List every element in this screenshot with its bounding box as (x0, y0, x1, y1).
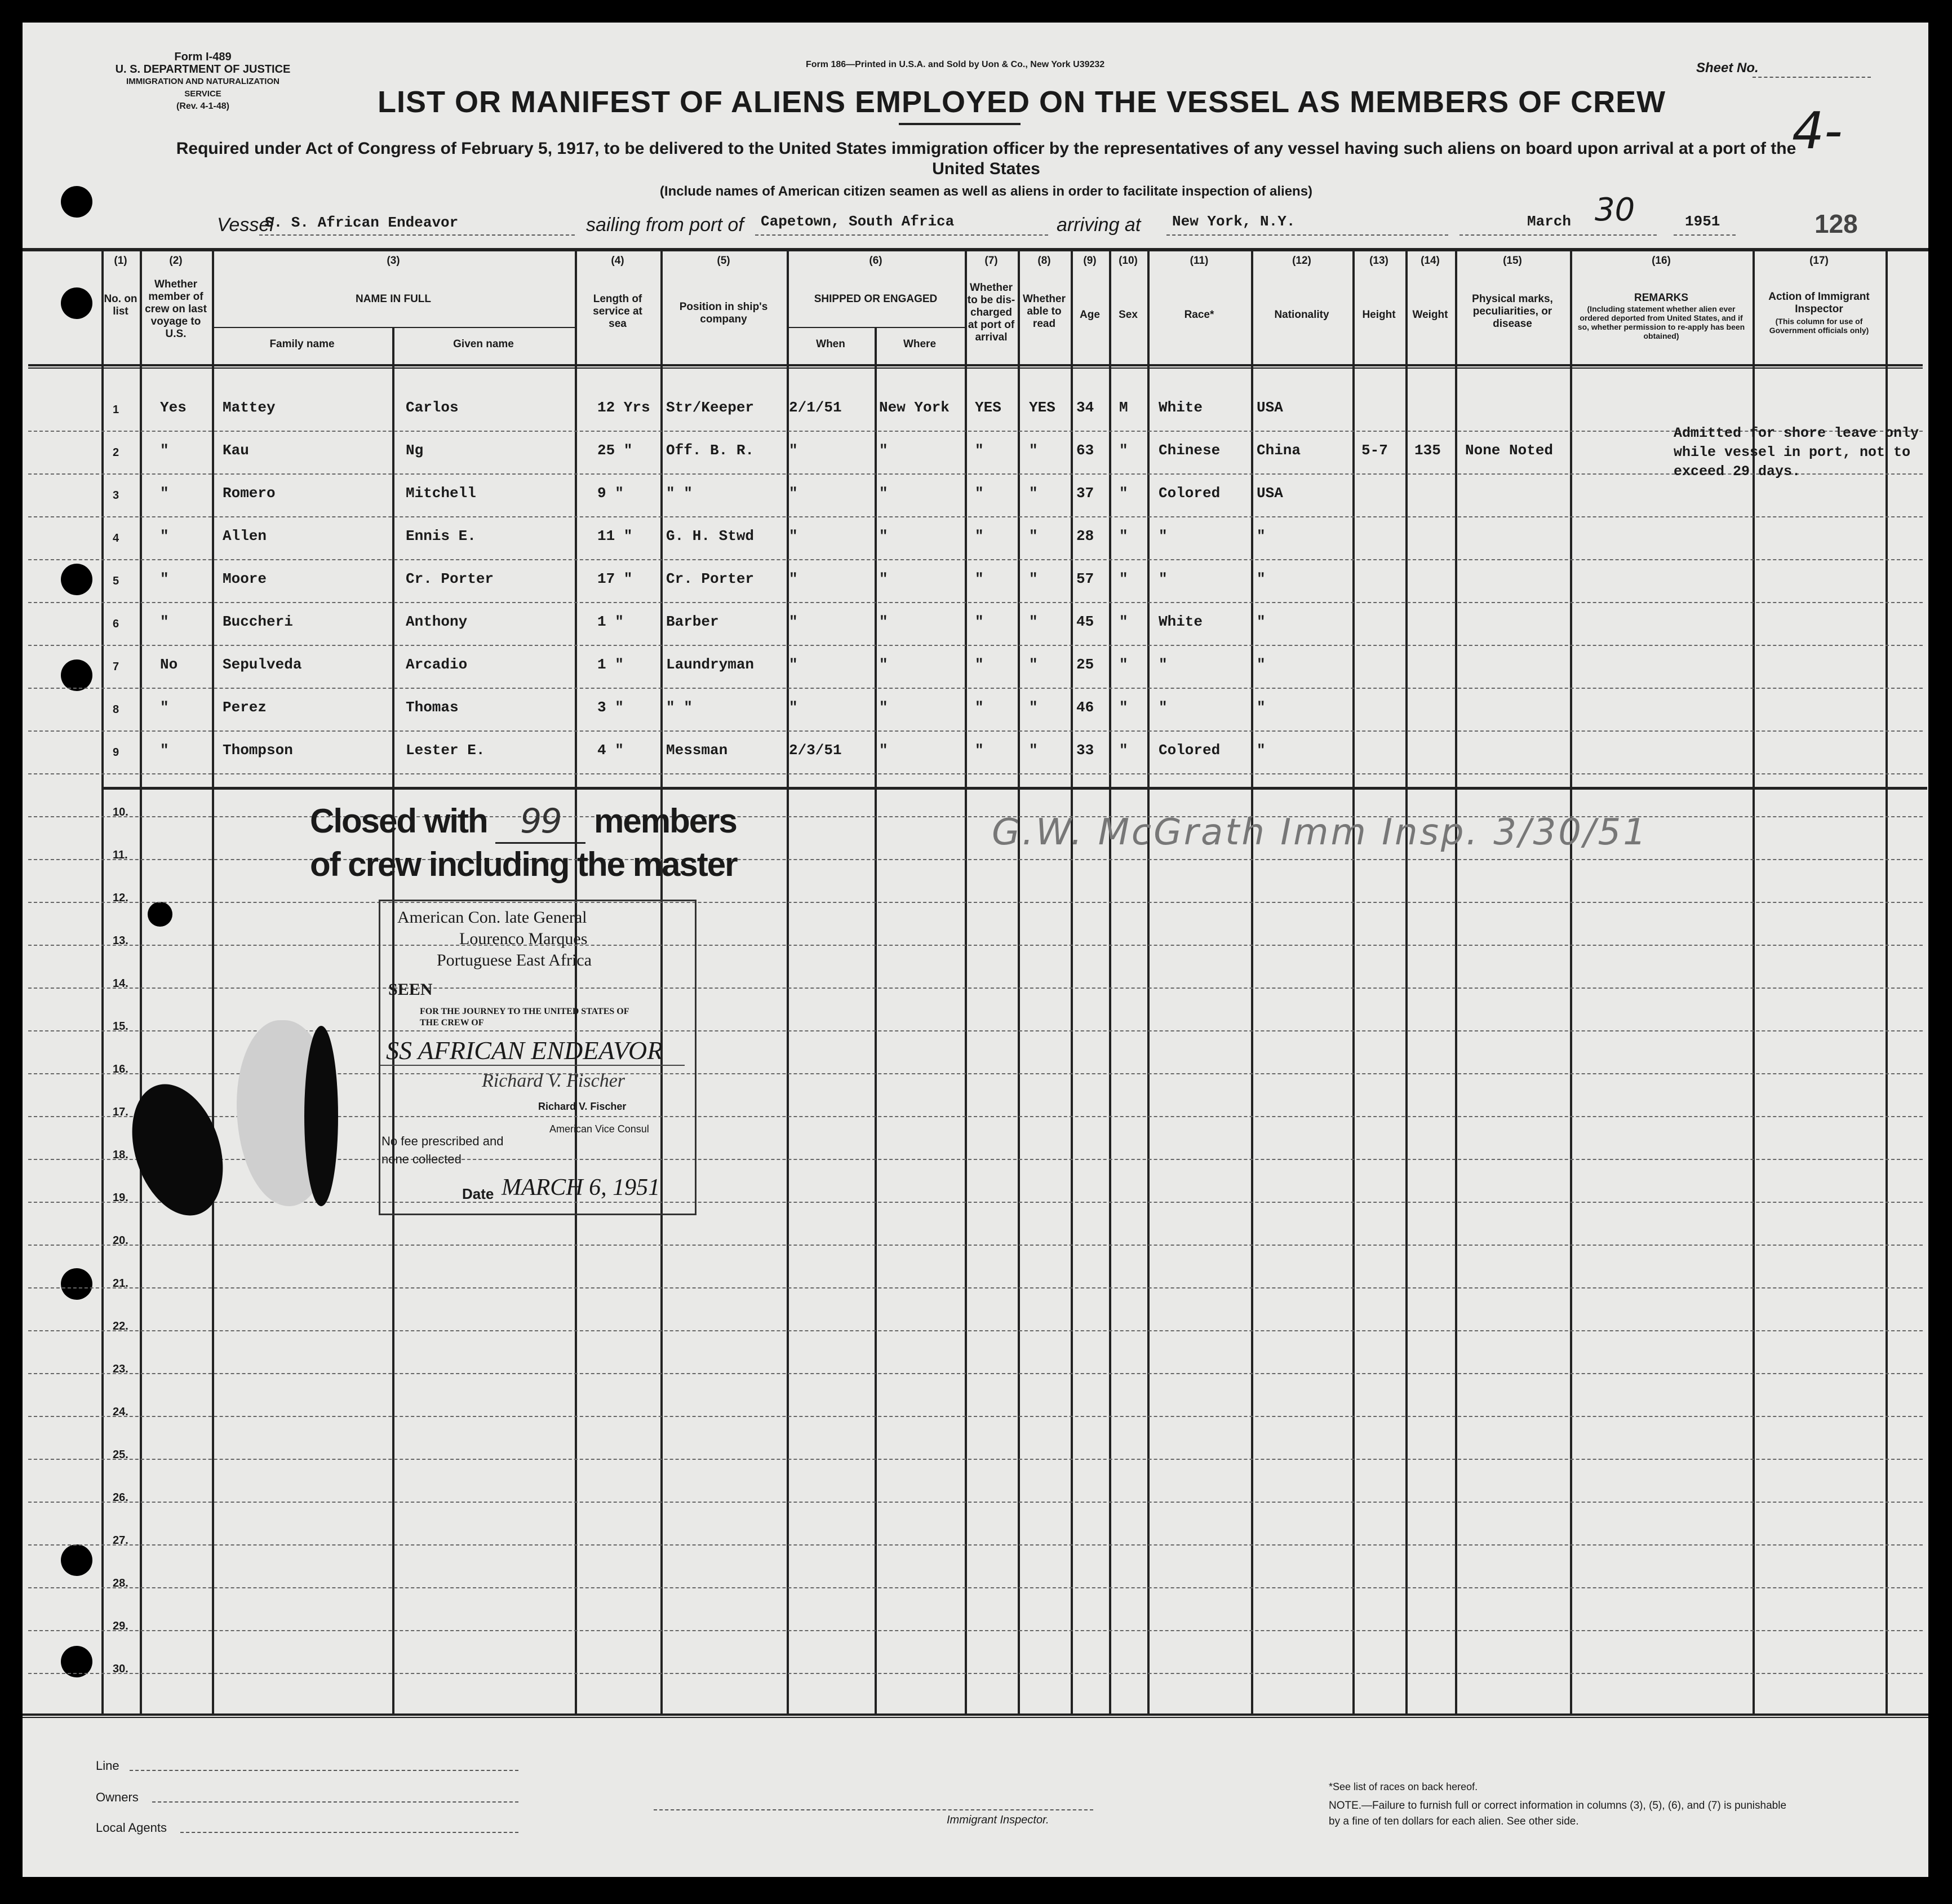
cell-service-length: 11 " (597, 528, 633, 544)
crew-count: 99 (495, 800, 585, 844)
cell-age: 46 (1076, 699, 1094, 716)
closing-text-b: members (594, 802, 737, 840)
manifest-sheet: Form I-489 U. S. DEPARTMENT OF JUSTICE IMMIGRATION AND NATURALIZATION SERVICE (Rev. 4-1-48) Form 186—Printed in U.S.A. and Sold by Uon & Co., New York U39232 Sheet No. 4- LIST OR MANIFEST OF ALIENS EMPLOYED ON THE VESSEL AS MEMBERS OF CREW Required under Act of Congress of February 5, 1917, to be delivered to the United States immigration officer by the representatives of any vessel having such aliens on board upon arrival at a port of the United States (Include names of American citizen seamen as well as aliens in order to facilitate inspection of aliens) Vessel S. S. African Endeavor sailing from port of Capetown, South Africa arriving at New York, N.Y. March 30 1951 128 (1) (2) (3) (4) (5) (6) (7) (8) (9) (10) (11) (12) (13) (14) (15) (16) (17) No. on list Whether member of crew on last voyage to U.S. NAME IN FULL Family name Given name Length of service at sea Position in ship's company SHIPPED OR ENGAGED When Where Whether to be dis-charged at port of arrival Whether able to read Age Sex Race* Nationality Height Weight Physical marks, peculiarities, or disease REMARKS (Including statement whether alien ever ordered deported from United States, and if so, whether permission to re-apply has been obtained) Action of Immigrant Inspector (This column for use of Government officials only) 10. 11. 12. 13. 14. 15. 16. 17. 18. 19. 20. 21. 22. 23. 24. 25. 26. 27. 28. 29. 30. 1 Yes Mattey Carlos 12 Yrs Str/Keeper 2/1/51 New York YES YES 34 M White USA 2 " Kau Ng 25 " Off. B. R. " " " " 63 " Chinese China 5-7 135 None Noted 3 " Romero Mitchell 9 " " " " " " " 37 " Colored USA 4 " Allen Ennis E. 11 " G. H. Stwd " " " " 28 " " " 5 " Moore Cr. Porter 17 " Cr. Porter " " " " 57 " " " 6 " Buccheri Anthony 1 " Barber " " " " 45 " White " 7 No Sepulveda Arcadio 1 " Laundryman " " " " 25 " " " 8 " Perez Thomas 3 " " " " " " " 46 " " " 9 " Thompson Lester E. 4 " Messman 2/3/51 " " " 33 " Colored " Admitted for shore leave only while vessel in port, not to exceed 29 days. Closed with 99 members of crew including the master G.W. McGrath Imm Insp. 3/30/51 American Con. late General Lourenco Marques Portuguese East Africa SEEN FOR THE JOURNEY TO THE UNITED STATES OF THE CREW OF SS AFRICAN ENDEAVOR Richard V. Fischer Richard V. Fischer American Vice Consul No fee prescribed and none collected Date MARCH 6, 1951 Line Owners Local Agents Immigrant Inspector. *See list of races on back hereof. NOTE.—Failure to furnish full or correct information in columns (3), (5), (6), and (7) is punishable by a fine of ten dollars for each alien. See other side. (23, 23, 1928, 1877)
port-from: Capetown, South Africa (761, 213, 955, 230)
cell-row-number: 2 (113, 446, 119, 459)
revision: (Rev. 4-1-48) (176, 101, 229, 111)
cell-given-name: Cr. Porter (406, 570, 494, 587)
cell-nationality: " (1257, 742, 1266, 759)
stamp-number: 128 (1815, 209, 1858, 238)
cell-last-voyage: No (160, 656, 178, 673)
cell-family-name: Sepulveda (223, 656, 302, 673)
closing-stamp (310, 800, 737, 885)
consular-seal (117, 1073, 239, 1228)
cell-able-to-read: YES (1029, 399, 1055, 416)
cell-shipped-where: " (879, 570, 888, 587)
cell-position: " " (666, 699, 693, 716)
cell-last-voyage: " (160, 613, 169, 630)
cell-given-name: Arcadio (406, 656, 468, 673)
cell-race: " (1159, 656, 1168, 673)
col-num-1: (1) (114, 255, 127, 267)
col-num-16: (16) (1652, 255, 1671, 267)
cell-family-name: Mattey (223, 399, 276, 416)
printer-note: Form 186—Printed in U.S.A. and Sold by Uon & Co., New York U39232 (806, 60, 1105, 69)
cell-sex: " (1119, 613, 1128, 630)
punch-hole (61, 659, 92, 691)
cell-nationality: " (1257, 528, 1266, 544)
cell-race: " (1159, 570, 1168, 587)
cell-discharged: " (975, 442, 984, 459)
consulate-line3: Portuguese East Africa (437, 951, 592, 969)
cell-nationality: " (1257, 656, 1266, 673)
cell-age: 28 (1076, 528, 1094, 544)
col-num-8: (8) (1037, 255, 1051, 267)
cell-discharged: YES (975, 399, 1001, 416)
cell-service-length: 25 " (597, 442, 633, 459)
cell-position: Cr. Porter (666, 570, 755, 587)
department: U. S. DEPARTMENT OF JUSTICE (115, 63, 291, 76)
cell-sex: " (1119, 699, 1128, 716)
col-label-read: Whether able to read (1023, 293, 1066, 330)
cell-sex: " (1119, 656, 1128, 673)
col-num-5: (5) (717, 255, 730, 267)
cell-last-voyage: Yes (160, 399, 187, 416)
col-num-13: (13) (1369, 255, 1388, 267)
cell-nationality: " (1257, 613, 1266, 630)
col-label-weight: Weight (1412, 309, 1448, 321)
arrival-year: 1951 (1685, 213, 1720, 230)
cell-able-to-read: " (1029, 656, 1038, 673)
col-num-12: (12) (1292, 255, 1311, 267)
cell-last-voyage: " (160, 570, 169, 587)
cell-race: Colored (1159, 485, 1221, 502)
punch-hole (61, 287, 92, 319)
cell-shipped-when: " (789, 528, 798, 544)
cell-shipped-when: " (789, 570, 798, 587)
cell-race: " (1159, 528, 1168, 544)
col-label-height: Height (1362, 309, 1396, 321)
col-num-9: (9) (1083, 255, 1097, 267)
cell-last-voyage: " (160, 742, 169, 759)
cell-given-name: Mitchell (406, 485, 476, 502)
col-label-member: Whether member of crew on last voyage to U.S. (145, 278, 207, 340)
cell-family-name: Kau (223, 442, 249, 459)
col-label-sex: Sex (1119, 309, 1138, 321)
subtitle-note: (Include names of American citizen seamen as well as aliens in order to facilitate inspection of aliens) (659, 184, 1313, 199)
cell-shipped-where: " (879, 528, 888, 544)
cell-discharged: " (975, 742, 984, 759)
consulate-ship: SS AFRICAN ENDEAVOR (386, 1036, 663, 1065)
punch-hole (61, 564, 92, 595)
cell-shipped-when: " (789, 699, 798, 716)
cell-nationality: " (1257, 699, 1266, 716)
col-label-service: Length of service at sea (593, 293, 642, 330)
cell-service-length: 1 " (597, 613, 624, 630)
arriving-label: arriving at (1057, 214, 1141, 236)
cell-given-name: Ennis E. (406, 528, 476, 544)
col-label-race: Race* (1184, 309, 1214, 321)
cell-given-name: Ng (406, 442, 424, 459)
col-num-14: (14) (1421, 255, 1440, 267)
cell-given-name: Lester E. (406, 742, 485, 759)
cell-age: 25 (1076, 656, 1094, 673)
cell-shipped-when: 2/3/51 (789, 742, 842, 759)
cell-last-voyage: " (160, 699, 169, 716)
cell-service-length: 1 " (597, 656, 624, 673)
footer-owners-label: Owners (96, 1790, 139, 1804)
consul-name: Richard V. Fischer (538, 1101, 627, 1112)
cell-nationality: China (1257, 442, 1301, 459)
cell-discharged: " (975, 570, 984, 587)
cell-height: 5-7 (1361, 442, 1388, 459)
consulate-journey: FOR THE JOURNEY TO THE UNITED STATES OF THE CREW OF (420, 1007, 629, 1028)
cell-age: 34 (1076, 399, 1094, 416)
punch-hole (61, 186, 92, 218)
arrival-month: March (1527, 213, 1572, 230)
consulate-line1: American Con. late General (397, 908, 587, 927)
col-label-marks: Physical marks, peculiarities, or disease (1472, 293, 1553, 330)
col-label-no: No. on list (104, 293, 137, 317)
cell-position: " " (666, 485, 693, 502)
cell-sex: " (1119, 442, 1128, 459)
footer-agents-label: Local Agents (96, 1821, 167, 1835)
cell-shipped-when: " (789, 485, 798, 502)
cell-shipped-when: " (789, 656, 798, 673)
cell-able-to-read: " (1029, 699, 1038, 716)
cell-age: 37 (1076, 485, 1094, 502)
col-label-action-note: (This column for use of Government officials only) (1769, 317, 1869, 335)
col-num-2: (2) (169, 255, 183, 267)
cell-row-number: 4 (113, 532, 119, 544)
cell-discharged: " (975, 528, 984, 544)
cell-discharged: " (975, 656, 984, 673)
cell-last-voyage: " (160, 442, 169, 459)
consul-title: American Vice Consul (549, 1123, 649, 1135)
cell-service-length: 9 " (597, 485, 624, 502)
col-label-when: When (816, 338, 845, 350)
cell-nationality: USA (1257, 485, 1283, 502)
cell-service-length: 12 Yrs (597, 399, 650, 416)
cell-given-name: Thomas (406, 699, 459, 716)
cell-family-name: Perez (223, 699, 267, 716)
cell-able-to-read: " (1029, 570, 1038, 587)
cell-sex: " (1119, 528, 1128, 544)
cell-discharged: " (975, 699, 984, 716)
cell-family-name: Romero (223, 485, 276, 502)
cell-sex: M (1119, 399, 1128, 416)
cell-row-number: 7 (113, 661, 119, 673)
cell-row-number: 9 (113, 746, 119, 759)
col-num-7: (7) (984, 255, 998, 267)
cell-race: Colored (1159, 742, 1221, 759)
consulate-date-label: Date (462, 1185, 494, 1202)
cell-race: White (1159, 613, 1203, 630)
cell-position: G. H. Stwd (666, 528, 755, 544)
remarks-text: Admitted for shore leave only while vessel in port, not to exceed 29 days. (1674, 425, 1919, 480)
cell-able-to-read: " (1029, 442, 1038, 459)
cell-row-number: 8 (113, 703, 119, 716)
cell-weight: 135 (1414, 442, 1441, 459)
manifest-title: LIST OR MANIFEST OF ALIENS EMPLOYED ON THE VESSEL AS MEMBERS OF CREW (378, 85, 1666, 119)
col-num-15: (15) (1503, 255, 1522, 267)
cell-age: 57 (1076, 570, 1094, 587)
col-label-position: Position in ship's company (679, 301, 768, 325)
col-label-shipped: SHIPPED OR ENGAGED (814, 293, 938, 305)
cell-family-name: Allen (223, 528, 267, 544)
consulate-seen: SEEN (388, 980, 433, 999)
col-label-nationality: Nationality (1274, 309, 1329, 321)
cell-shipped-where: " (879, 699, 888, 716)
col-num-6: (6) (869, 255, 882, 267)
cell-shipped-where: " (879, 613, 888, 630)
sailing-label: sailing from port of (586, 214, 744, 236)
cell-sex: " (1119, 742, 1128, 759)
col-label-name: NAME IN FULL (355, 293, 432, 305)
cell-able-to-read: " (1029, 528, 1038, 544)
cell-able-to-read: " (1029, 742, 1038, 759)
cell-position: Messman (666, 742, 728, 759)
cell-row-number: 6 (113, 618, 119, 630)
cell-service-length: 3 " (597, 699, 624, 716)
cell-family-name: Buccheri (223, 613, 293, 630)
cell-able-to-read: " (1029, 485, 1038, 502)
col-num-3: (3) (387, 255, 400, 267)
footer-note: NOTE.—Failure to furnish full or correct information in columns (3), (5), (6), and (7) is punishable by a fine of ten dollars for each alien. See other side. (1329, 1800, 1787, 1827)
cell-discharged: " (975, 613, 984, 630)
col-num-4: (4) (611, 255, 624, 267)
vessel-label: Vessel (217, 214, 274, 236)
col-label-given: Given name (453, 338, 514, 350)
consulate-line2: Lourenco Marques (459, 929, 588, 948)
col-label-where: Where (903, 338, 937, 350)
col-num-10: (10) (1119, 255, 1138, 267)
cell-given-name: Anthony (406, 613, 468, 630)
cell-able-to-read: " (1029, 613, 1038, 630)
cell-position: Off. B. R. (666, 442, 755, 459)
port-to: New York, N.Y. (1172, 213, 1296, 230)
cell-shipped-where: New York (879, 399, 950, 416)
cell-service-length: 17 " (597, 570, 633, 587)
col-num-17: (17) (1809, 255, 1829, 267)
cell-family-name: Thompson (223, 742, 293, 759)
punch-hole (148, 902, 172, 927)
cell-shipped-where: " (879, 442, 888, 459)
cell-shipped-when: 2/1/51 (789, 399, 842, 416)
arrival-day: 30 (1595, 192, 1635, 228)
footer-races-note: *See list of races on back hereof. (1329, 1781, 1478, 1792)
cell-given-name: Carlos (406, 399, 459, 416)
consulate-stamp (379, 900, 696, 1215)
consulate-fee: No fee prescribed and none collected (381, 1134, 504, 1166)
cell-shipped-when: " (789, 613, 798, 630)
cell-age: 63 (1076, 442, 1094, 459)
cell-race: White (1159, 399, 1203, 416)
cell-service-length: 4 " (597, 742, 624, 759)
page-mark: 4- (1792, 101, 1843, 161)
cell-sex: " (1119, 485, 1128, 502)
col-label-action: Action of Immigrant Inspector (1768, 291, 1870, 315)
punch-hole (61, 1544, 92, 1576)
cell-age: 45 (1076, 613, 1094, 630)
service: IMMIGRATION AND NATURALIZATION SERVICE (126, 77, 280, 99)
cell-row-number: 1 (113, 404, 119, 416)
cell-discharged: " (975, 485, 984, 502)
closing-text-a: Closed with (310, 802, 487, 840)
cell-shipped-when: " (789, 442, 798, 459)
cell-sex: " (1119, 570, 1128, 587)
footer-line-label: Line (96, 1759, 119, 1773)
cell-row-number: 5 (113, 575, 119, 587)
sheet-label: Sheet No. (1696, 60, 1759, 76)
vessel-name: S. S. African Endeavor (265, 214, 459, 231)
consulate-date: MARCH 6, 1951 (502, 1175, 660, 1201)
subtitle: Required under Act of Congress of February 5, 1917, to be delivered to the United States immigration officer by the representatives of any vessel having such aliens on board upon arrival at a port of the United States (176, 139, 1796, 178)
closing-text-line2: of crew including the master (310, 845, 737, 883)
form-number: Form I-489 (174, 51, 232, 63)
cell-nationality: USA (1257, 399, 1283, 416)
punch-hole (61, 1268, 92, 1300)
cell-family-name: Moore (223, 570, 267, 587)
cell-physical-marks: None Noted (1465, 442, 1554, 459)
cell-shipped-where: " (879, 656, 888, 673)
col-label-family: Family name (269, 338, 335, 350)
col-num-11: (11) (1190, 255, 1209, 267)
cell-position: Barber (666, 613, 719, 630)
cell-position: Laundryman (666, 656, 755, 673)
cell-last-voyage: " (160, 485, 169, 502)
col-label-age: Age (1080, 309, 1100, 321)
cell-last-voyage: " (160, 528, 169, 544)
cell-race: Chinese (1159, 442, 1221, 459)
col-label-remarks: REMARKS (1634, 292, 1689, 304)
col-label-discharged: Whether to be dis-charged at port of arrival (967, 282, 1015, 343)
footer-inspector-label: Immigrant Inspector. (947, 1814, 1049, 1826)
cell-shipped-where: " (879, 485, 888, 502)
cell-race: " (1159, 699, 1168, 716)
cell-age: 33 (1076, 742, 1094, 759)
inspector-signature: G.W. McGrath Imm Insp. 3/30/51 (992, 812, 1648, 853)
cell-shipped-where: " (879, 742, 888, 759)
cell-position: Str/Keeper (666, 399, 755, 416)
cell-row-number: 3 (113, 489, 119, 502)
consul-signature: Richard V. Fischer (482, 1070, 625, 1091)
cell-nationality: " (1257, 570, 1266, 587)
col-label-remarks-note: (Including statement whether alien ever ordered deported from United States, and if so, whether permission to re-apply has been obtained) (1577, 304, 1745, 340)
seal-edge (304, 1026, 338, 1206)
